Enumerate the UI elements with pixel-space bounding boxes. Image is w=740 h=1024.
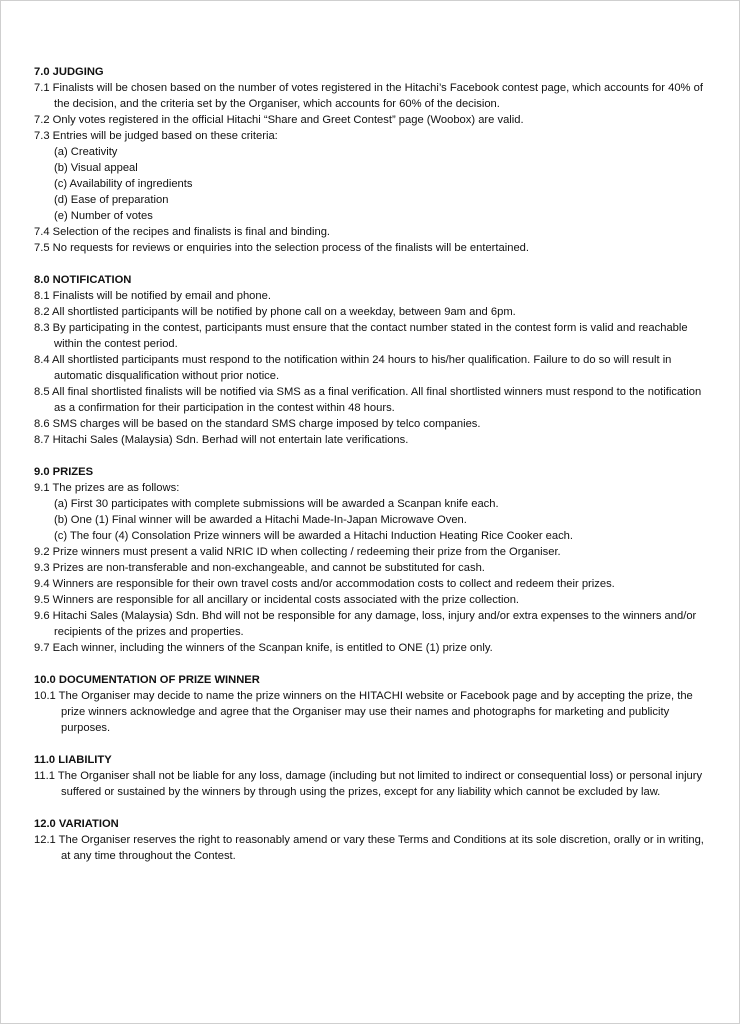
prize-c: (c) The four (4) Consolation Prize winners will be awarded a Hitachi Induction Heating Rice Cooker each. bbox=[54, 530, 574, 542]
section-title-prizes: 9.0 PRIZES bbox=[34, 466, 94, 478]
clause-8-6: 8.6 SMS charges will be based on the standard SMS charge imposed by telco companies. bbox=[34, 418, 481, 430]
clause-8-1: 8.1 Finalists will be notified by email and phone. bbox=[34, 290, 271, 302]
clause-9-4: 9.4 Winners are responsible for their own travel costs and/or accommodation costs to collect and redeem their prizes. bbox=[34, 578, 615, 590]
criterion-e: (e) Number of votes bbox=[54, 210, 153, 222]
clause-7-2: 7.2 Only votes registered in the official Hitachi “Share and Greet Contest” page (Woobox) are valid. bbox=[34, 114, 524, 126]
clause-9-6: 9.6 Hitachi Sales (Malaysia) Sdn. Bhd will not be responsible for any damage, loss, injury and/or extra expenses to the winners and/or recipients of the prizes and properties. bbox=[34, 610, 697, 638]
section-judging bbox=[34, 64, 714, 256]
criterion-c: (c) Availability of ingredients bbox=[54, 178, 193, 190]
section-notification bbox=[34, 272, 714, 448]
clause-8-2: 8.2 All shortlisted participants will be notified by phone call on a weekday, between 9am and 6pm. bbox=[34, 306, 516, 318]
clause-7-4: 7.4 Selection of the recipes and finalists is final and binding. bbox=[34, 226, 331, 238]
clause-8-3: 8.3 By participating in the contest, participants must ensure that the contact number stated in the contest form is valid and reachable within the contest period. bbox=[34, 322, 688, 350]
clause-7-3: 7.3 Entries will be judged based on these criteria: bbox=[34, 130, 278, 142]
criterion-b: (b) Visual appeal bbox=[54, 162, 138, 174]
document-body bbox=[34, 64, 714, 880]
criterion-d: (d) Ease of preparation bbox=[54, 194, 169, 206]
clause-8-7: 8.7 Hitachi Sales (Malaysia) Sdn. Berhad will not entertain late verifications. bbox=[34, 434, 409, 446]
section-title-variation: 12.0 VARIATION bbox=[34, 818, 119, 830]
clause-9-2: 9.2 Prize winners must present a valid NRIC ID when collecting / redeeming their prize from the Organiser. bbox=[34, 546, 561, 558]
section-title-documentation: 10.0 DOCUMENTATION OF PRIZE WINNER bbox=[34, 674, 260, 686]
clause-7-5: 7.5 No requests for reviews or enquiries into the selection process of the finalists will be entertained. bbox=[34, 242, 529, 254]
clause-9-3: 9.3 Prizes are non-transferable and non-exchangeable, and cannot be substituted for cash. bbox=[34, 562, 485, 574]
criterion-a: (a) Creativity bbox=[54, 146, 118, 158]
clause-11-1: 11.1 The Organiser shall not be liable for any loss, damage (including but not limited to indirect or consequential loss) or personal injury suffered or sustained by the winners by through using the prizes, except for any liability which cannot be excluded by law. bbox=[34, 770, 703, 798]
section-prizes bbox=[34, 464, 714, 656]
section-liability bbox=[34, 752, 714, 800]
prize-a: (a) First 30 participates with complete submissions will be awarded a Scanpan knife each. bbox=[54, 498, 499, 510]
clause-9-7: 9.7 Each winner, including the winners of the Scanpan knife, is entitled to ONE (1) prize only. bbox=[34, 642, 493, 654]
clause-9-5: 9.5 Winners are responsible for all ancillary or incidental costs associated with the prize collection. bbox=[34, 594, 520, 606]
clause-10-1: 10.1 The Organiser may decide to name the prize winners on the HITACHI website or Facebook page and by accepting the prize, the prize winners acknowledge and agree that the Organiser may use their names and photographs for marketing and publicity purposes. bbox=[34, 690, 693, 734]
prize-b: (b) One (1) Final winner will be awarded a Hitachi Made-In-Japan Microwave Oven. bbox=[54, 514, 467, 526]
clause-9-1: 9.1 The prizes are as follows: bbox=[34, 482, 180, 494]
section-variation bbox=[34, 816, 714, 864]
clause-8-4: 8.4 All shortlisted participants must respond to the notification within 24 hours to his/her qualification. Failure to do so will result in automatic disqualification without prior notice. bbox=[34, 354, 672, 382]
clause-8-5: 8.5 All final shortlisted finalists will be notified via SMS as a final verification. All final shortlisted winners must respond to the notification as a confirmation for their participation in the contest within 48 hours. bbox=[34, 386, 702, 414]
section-documentation bbox=[34, 672, 714, 736]
section-title-notification: 8.0 NOTIFICATION bbox=[34, 274, 132, 286]
clause-12-1: 12.1 The Organiser reserves the right to reasonably amend or vary these Terms and Conditions at its sole discretion, orally or in writing, at any time throughout the Contest. bbox=[34, 834, 704, 862]
clause-7-1: 7.1 Finalists will be chosen based on the number of votes registered in the Hitachi’s Facebook contest page, which accounts for 40% of the decision, and the criteria set by the Organiser, which accounts for 60% of the decision. bbox=[34, 82, 703, 110]
section-title-judging: 7.0 JUDGING bbox=[34, 66, 104, 78]
section-title-liability: 11.0 LIABILITY bbox=[34, 754, 112, 766]
